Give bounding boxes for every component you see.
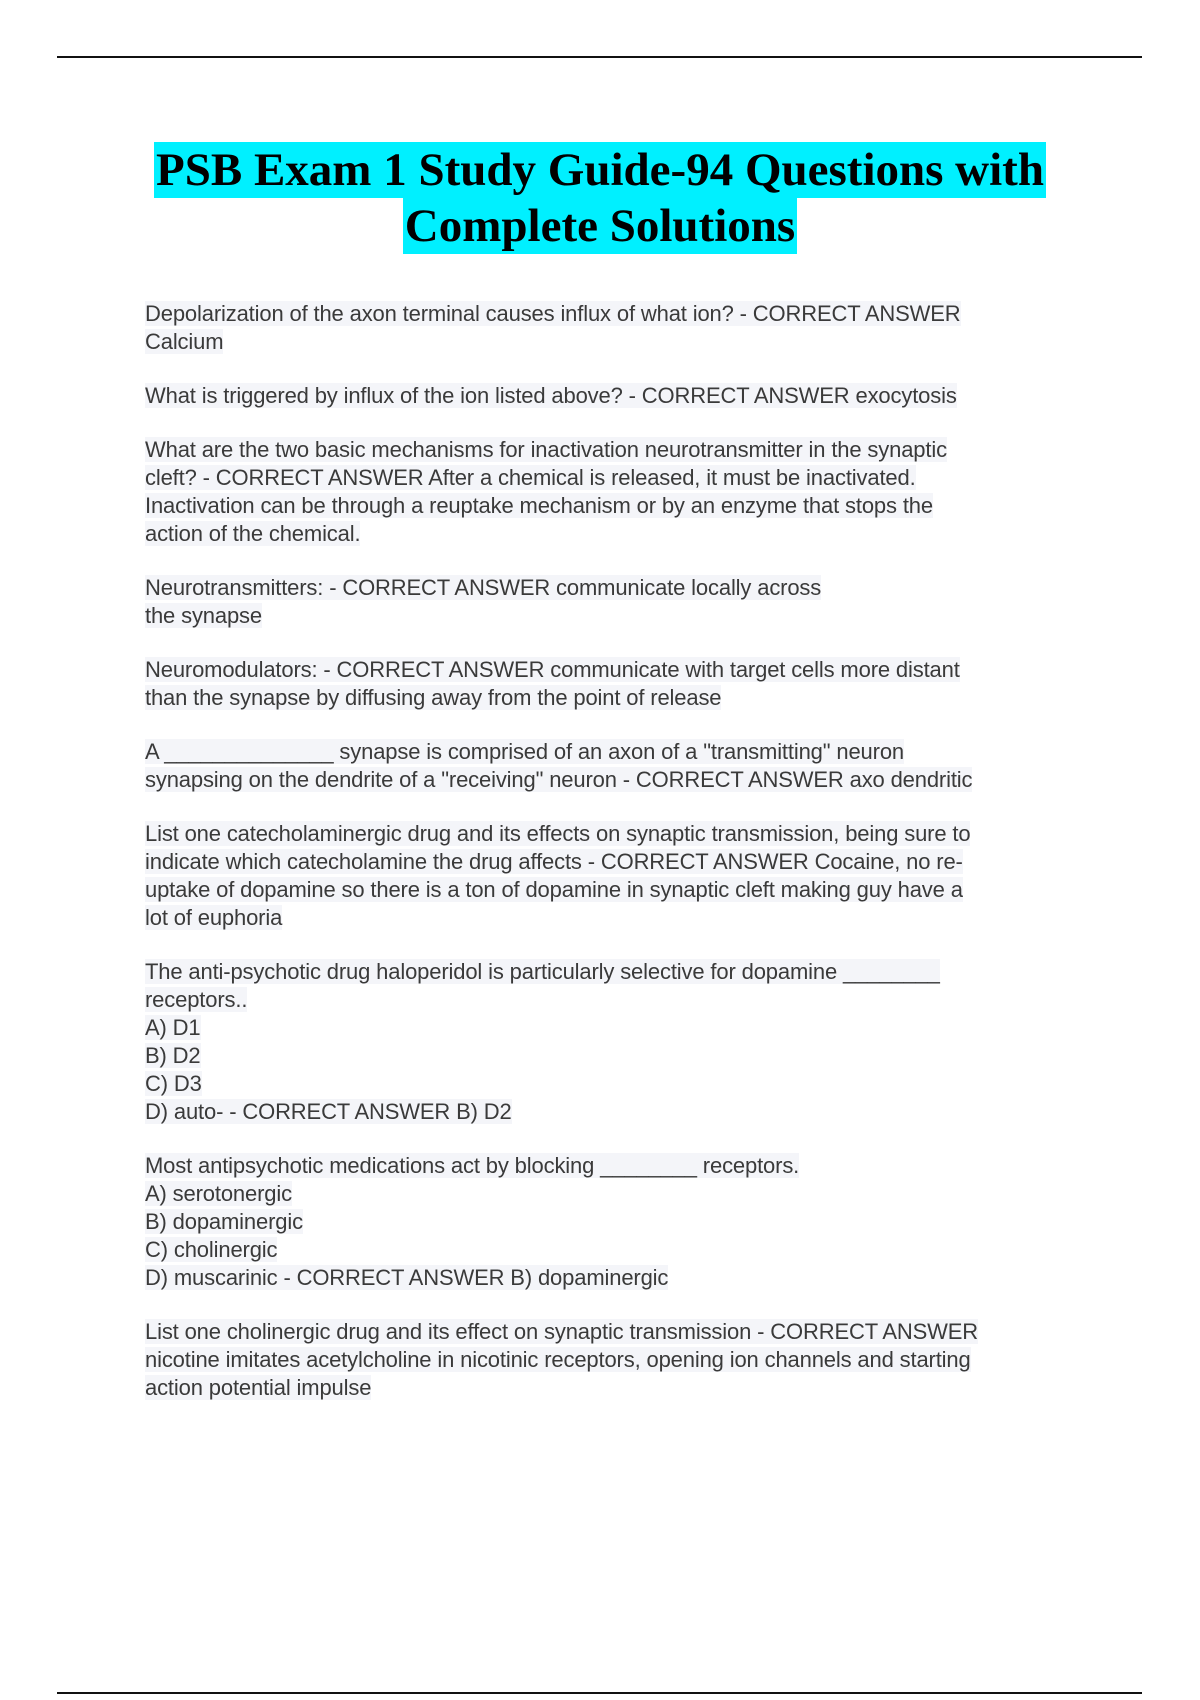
question-text: Neuromodulators: - CORRECT ANSWER communicate with target cells more distant than the synapse by diffusing away from the point of release bbox=[145, 657, 960, 710]
question-list bbox=[145, 300, 1080, 1428]
question-item bbox=[145, 958, 1080, 1126]
question-item bbox=[145, 738, 1080, 794]
question-text: List one catecholaminergic drug and its effects on synaptic transmission, being sure to indicate which catecholamine the drug affects - CORRECT ANSWER Cocaine, no re- uptake of dopamine so there is a ton of dopamine in synaptic cleft making guy have a lot of euphoria bbox=[145, 821, 971, 930]
question-item bbox=[145, 382, 1080, 410]
question-item bbox=[145, 1318, 1080, 1402]
title-line-2: Complete Solutions bbox=[404, 200, 796, 252]
question-item bbox=[145, 574, 1080, 630]
question-text: What is triggered by influx of the ion listed above? - CORRECT ANSWER exocytosis bbox=[145, 383, 957, 408]
question-item bbox=[145, 820, 1080, 932]
bottom-rule bbox=[57, 1692, 1142, 1694]
question-text: Neurotransmitters: - CORRECT ANSWER communicate locally across the synapse bbox=[145, 575, 822, 628]
question-text: List one cholinergic drug and its effect on synaptic transmission - CORRECT ANSWER nicotine imitates acetylcholine in nicotinic receptors, opening ion channels and starting action potential impulse bbox=[145, 1319, 979, 1400]
question-item bbox=[145, 300, 1080, 356]
question-text: Most antipsychotic medications act by blocking ________ receptors. A) serotonergic B) dopaminergic C) cholinergic D) muscarinic - CORRECT ANSWER B) dopaminergic bbox=[145, 1153, 800, 1290]
title-line-1: PSB Exam 1 Study Guide-94 Questions with bbox=[156, 144, 1044, 196]
question-item bbox=[145, 436, 1080, 548]
question-item bbox=[145, 656, 1080, 712]
top-rule bbox=[57, 56, 1142, 58]
question-text: Depolarization of the axon terminal causes influx of what ion? - CORRECT ANSWER Calcium bbox=[145, 301, 961, 354]
question-text: What are the two basic mechanisms for inactivation neurotransmitter in the synaptic cleft? - CORRECT ANSWER After a chemical is released, it must be inactivated. Inactivation can be through a reuptake mechanism or by an enzyme that stops the action of the chemical. bbox=[145, 437, 947, 546]
question-text: The anti-psychotic drug haloperidol is particularly selective for dopamine ________ receptors.. A) D1 B) D2 C) D3 D) auto- - CORRECT ANSWER B) D2 bbox=[145, 959, 940, 1124]
question-text: A ______________ synapse is comprised of an axon of a "transmitting" neuron synapsing on the dendrite of a "receiving" neuron - CORRECT ANSWER axo dendritic bbox=[145, 739, 973, 792]
question-item bbox=[145, 1152, 1080, 1292]
document-title bbox=[0, 142, 1200, 254]
